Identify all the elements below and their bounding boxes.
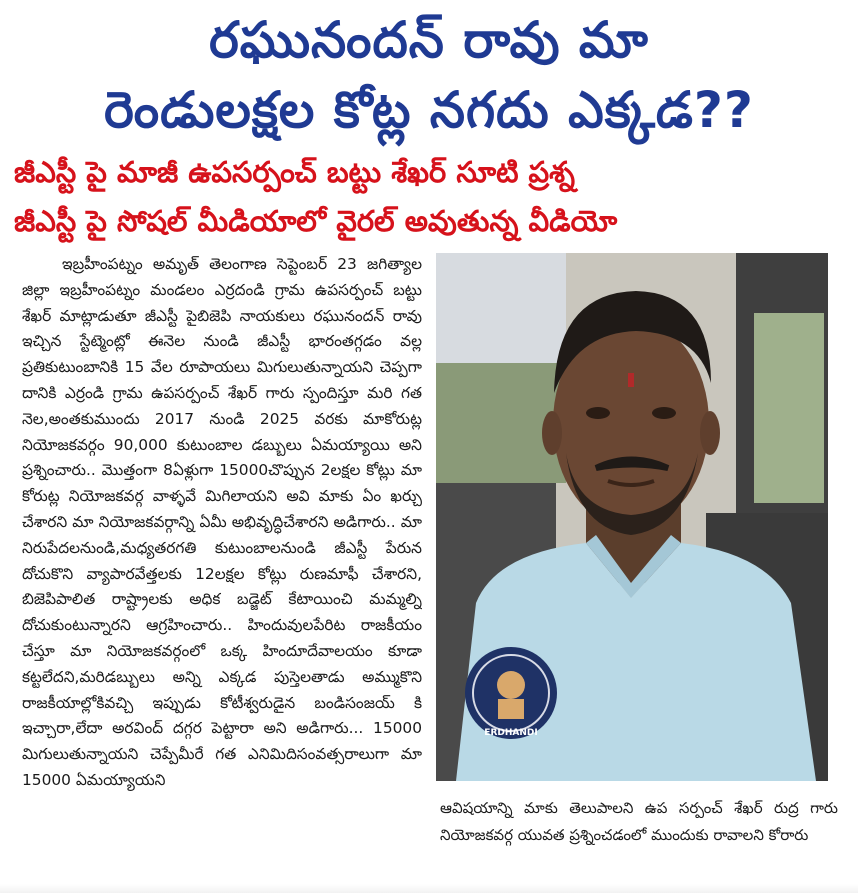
photo-caption: ఆవిషయాన్ని మాకు తెలుపాలని ఉప సర్పంచ్ శేఖర్ రుద్ర గారు నియోజకవర్గ యువత ప్రశ్నించడంలో ముందుకు రావాలని కోరారు [440, 799, 838, 844]
news-photo [436, 253, 828, 781]
headline-line-2: రెండులక్షల కోట్ల నగదు ఎక్కడ?? [104, 81, 754, 139]
footer-strip [0, 884, 858, 893]
headline-line-1: రఘునందన్ రావు మా [209, 11, 649, 69]
subheadline-line-2: జీఎస్టీ పై సోషల్ మీడియాలో వైరల్ అవుతున్న వీడియో [14, 204, 618, 238]
subheadline-line-1: జీఎస్టీ పై మాజీ ఉపసర్పంచ్ బట్టు శేఖర్ సూటి ప్రశ్న [14, 155, 575, 189]
badge-text: ERDHANDI [484, 728, 538, 738]
man-in-car-photo [436, 253, 828, 781]
article-body-text: ఇబ్రహీంపట్నం అమృత్ తెలంగాణ సెప్టెంబర్ 23 జగిత్యాల జిల్లా ఇబ్రహీంపట్నం మండలం ఎర్రదండి గ్రామ ఉపసర్పంచ్ బట్టు శేఖర్ మాట్లాడుతూ జీఎస్టీ పైబిజెపి నాయకులు రఘునందన్ రావు ఇచ్చిన స్టేట్మెంట్లో ఈనెల నుండి జీఎస్టీ భారంతగ్గడం వల్ల ప్రతికుటుంబానికి 15 వేల రూపాయలు మిగులుతున్నాయని చెప్పగా దానికి ఎర్రండి గ్రామ ఉపసర్పంచ్ శేఖర్ గారు స్పందిస్తూ మరి గత నెల,అంతకుముందు 2017 నుండి 2025 వరకు మాకోరుట్ల నియోజకవర్గం 90,000 కుటుంబాల డబ్బులు ఏమయ్యాయి అని ప్రశ్నించారు.. మొత్తంగా 8ఏళ్లుగా 15000చొప్పున 2లక్షల కోట్లు మా కోరుట్ల నియోజకవర్గ వాళ్ళవే మిగిలాయని అవి మాకు ఏం ఖర్చు చేశారని మా నియోజకవర్గాన్ని ఏమీ అభివృద్ధిచేశారని అడిగారు.. మా నిరుపేదలనుండి,మధ్యతరగతి కుటుంబాలనుండి జీఎస్టీ పేరున దోచుకొని వ్యాపారవేత్తలకు 12లక్షల కోట్లు రుణమాఫీ చేశారని, బిజెపిపాలిత రాష్ట్రాలకు అధిక బడ్జెట్ కేటాయించి మమ్మల్ని దోచుకుంటున్నారని ఆగ్రహించారు.. హిందువులపేరిట రాజకీయం చేస్తూ మా నియోజకవర్గంలో ఒక్క హిందూదేవాలయం కూడా కట్టలేదని,మరిడబ్బులు అన్ని ఎక్కడ పుస్తెలతాడు అమ్ముకొని రాజకీయాల్లోకివచ్చి ఇప్పుడు కోటీశ్వరుడైన బండిసంజయ్ కి ఇచ్చారా,లేదా అరవింద్ దగ్గర పెట్టారా అని అడిగారు... 15000 మిగులుతున్నాయని చెప్పేమీరే గత ఎనిమిదిసంవత్సరాలుగా మా 15000 ఏమయ్యాయని [22, 255, 422, 789]
article-body-column [22, 252, 422, 892]
